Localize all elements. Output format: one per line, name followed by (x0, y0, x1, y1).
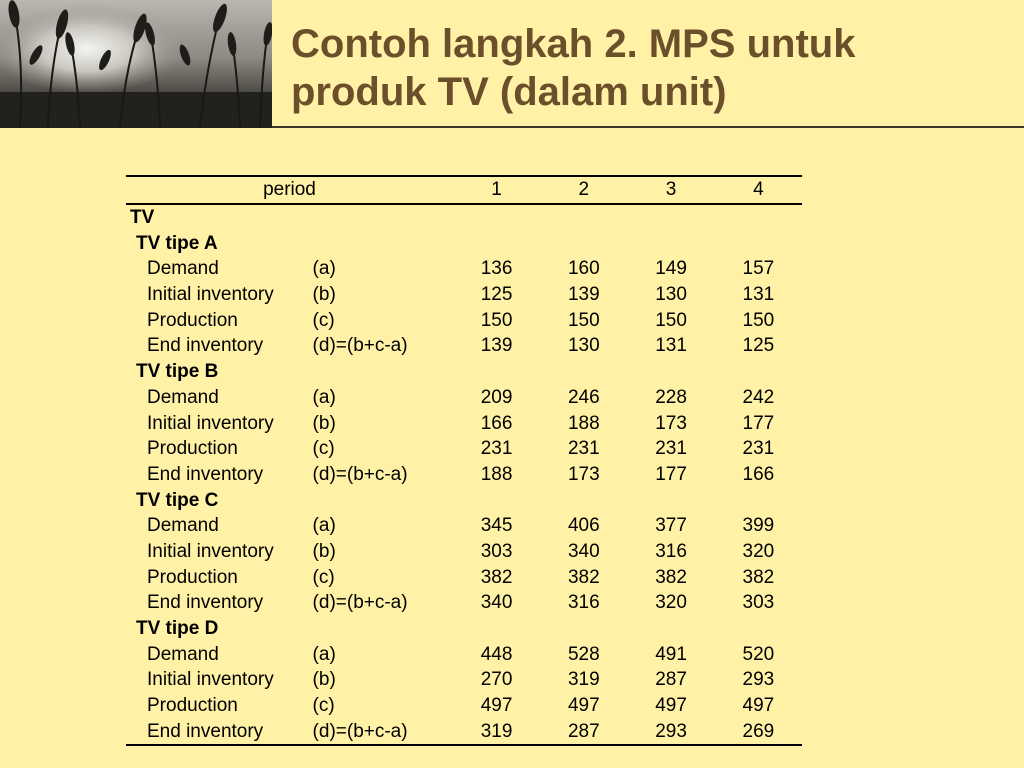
value-cell: 246 (567, 386, 600, 408)
table-row (126, 564, 802, 590)
value-cell: 377 (655, 515, 687, 537)
table-row (126, 590, 802, 616)
row-code: (c) (312, 438, 335, 460)
type-name: TV tipe C (136, 489, 219, 511)
value-cell: 160 (567, 258, 600, 280)
type-name: TV tipe B (136, 361, 219, 383)
value-cell: 188 (567, 412, 600, 434)
table-row (126, 436, 802, 462)
title-line-1: Contoh langkah 2. MPS untuk (291, 22, 856, 66)
row-label: Initial inventory (147, 284, 274, 306)
row-label: Demand (147, 643, 219, 665)
table-row (126, 462, 802, 488)
value-cell: 231 (742, 438, 775, 460)
table-row (126, 641, 802, 667)
period-1-header: 1 (491, 179, 502, 201)
value-cell: 209 (480, 386, 513, 408)
value-cell: 316 (655, 540, 687, 562)
row-label: Production (147, 309, 238, 331)
table-row (126, 539, 802, 565)
table-row (126, 513, 802, 539)
value-cell: 188 (480, 463, 513, 485)
row-label: Demand (147, 386, 219, 408)
value-cell: 340 (567, 540, 600, 562)
value-cell: 150 (567, 309, 600, 331)
value-cell: 320 (655, 592, 687, 614)
value-cell: 491 (655, 643, 687, 665)
value-cell: 316 (567, 592, 600, 614)
value-cell: 157 (742, 258, 775, 280)
table-row (126, 385, 802, 411)
row-code: (d)=(b+c-a) (312, 720, 408, 742)
table-row (126, 282, 802, 308)
row-code: (b) (312, 412, 336, 434)
value-cell: 293 (655, 720, 687, 742)
type-header-row (126, 616, 802, 642)
value-cell: 125 (480, 284, 513, 306)
value-cell: 231 (655, 438, 687, 460)
table-row (126, 333, 802, 359)
title-line-2: produk TV (dalam unit) (291, 70, 727, 114)
value-cell: 150 (480, 309, 513, 331)
value-cell: 382 (480, 566, 513, 588)
table-row (126, 667, 802, 693)
type-header-row (126, 230, 802, 256)
slide-title (291, 20, 1011, 116)
value-cell: 231 (567, 438, 600, 460)
table-header-row (126, 176, 802, 204)
row-label: Production (147, 566, 238, 588)
value-cell: 497 (655, 695, 687, 717)
mps-table (126, 175, 802, 746)
value-cell: 497 (480, 695, 513, 717)
value-cell: 319 (480, 720, 513, 742)
table-body (126, 204, 802, 745)
value-cell: 287 (567, 720, 600, 742)
value-cell: 528 (567, 643, 600, 665)
value-cell: 173 (655, 412, 687, 434)
value-cell: 382 (567, 566, 600, 588)
value-cell: 520 (742, 643, 775, 665)
table-row (126, 718, 802, 745)
type-name: TV tipe A (136, 232, 218, 254)
row-code: (b) (312, 284, 336, 306)
type-header-row (126, 487, 802, 513)
value-cell: 231 (480, 438, 513, 460)
row-label: End inventory (147, 720, 264, 742)
table-row (126, 410, 802, 436)
row-label: End inventory (147, 335, 264, 357)
row-label: Demand (147, 258, 219, 280)
row-label: Initial inventory (147, 412, 274, 434)
value-cell: 166 (480, 412, 513, 434)
period-header: period (263, 179, 316, 201)
group-label: TV (130, 207, 155, 229)
value-cell: 303 (742, 592, 775, 614)
value-cell: 131 (655, 335, 687, 357)
value-cell: 382 (655, 566, 687, 588)
row-label: Initial inventory (147, 540, 274, 562)
value-cell: 320 (742, 540, 775, 562)
row-code: (d)=(b+c-a) (312, 592, 408, 614)
row-code: (a) (312, 515, 336, 537)
table-row (126, 307, 802, 333)
value-cell: 228 (655, 386, 687, 408)
wheat-field-image (0, 0, 272, 128)
value-cell: 150 (742, 309, 775, 331)
value-cell: 136 (480, 258, 513, 280)
value-cell: 287 (655, 669, 687, 691)
row-code: (a) (312, 386, 336, 408)
value-cell: 139 (567, 284, 600, 306)
row-code: (b) (312, 669, 336, 691)
value-cell: 242 (742, 386, 775, 408)
value-cell: 149 (655, 258, 687, 280)
value-cell: 131 (742, 284, 775, 306)
row-code: (d)=(b+c-a) (312, 335, 408, 357)
value-cell: 177 (742, 412, 775, 434)
row-label: Production (147, 438, 238, 460)
period-2-header: 2 (578, 179, 590, 201)
value-cell: 497 (567, 695, 600, 717)
wheat-field-photo (0, 0, 272, 128)
value-cell: 340 (480, 592, 513, 614)
value-cell: 319 (567, 669, 600, 691)
row-code: (a) (312, 643, 336, 665)
row-label: End inventory (147, 463, 264, 485)
group-row (126, 204, 802, 231)
row-code: (a) (312, 258, 336, 280)
value-cell: 303 (480, 540, 513, 562)
value-cell: 406 (567, 515, 600, 537)
value-cell: 139 (480, 335, 513, 357)
type-name: TV tipe D (136, 618, 219, 640)
row-code: (d)=(b+c-a) (312, 463, 408, 485)
table-row (126, 256, 802, 282)
row-code: (b) (312, 540, 336, 562)
row-label: Production (147, 695, 238, 717)
value-cell: 130 (655, 284, 687, 306)
period-4-header: 4 (753, 179, 764, 201)
value-cell: 173 (567, 463, 600, 485)
value-cell: 293 (742, 669, 775, 691)
row-code: (c) (312, 309, 335, 331)
value-cell: 125 (742, 335, 775, 357)
value-cell: 150 (655, 309, 687, 331)
table-row (126, 693, 802, 719)
period-3-header: 3 (665, 179, 677, 201)
value-cell: 177 (655, 463, 687, 485)
value-cell: 382 (742, 566, 775, 588)
value-cell: 399 (742, 515, 775, 537)
value-cell: 345 (480, 515, 513, 537)
row-code: (c) (312, 695, 335, 717)
row-label: Initial inventory (147, 669, 274, 691)
value-cell: 497 (742, 695, 775, 717)
row-label: End inventory (147, 592, 264, 614)
value-cell: 166 (742, 463, 775, 485)
row-code: (c) (312, 566, 335, 588)
value-cell: 130 (567, 335, 600, 357)
value-cell: 270 (480, 669, 513, 691)
value-cell: 269 (742, 720, 775, 742)
value-cell: 448 (480, 643, 513, 665)
type-header-row (126, 359, 802, 385)
title-banner (0, 0, 1024, 128)
row-label: Demand (147, 515, 219, 537)
